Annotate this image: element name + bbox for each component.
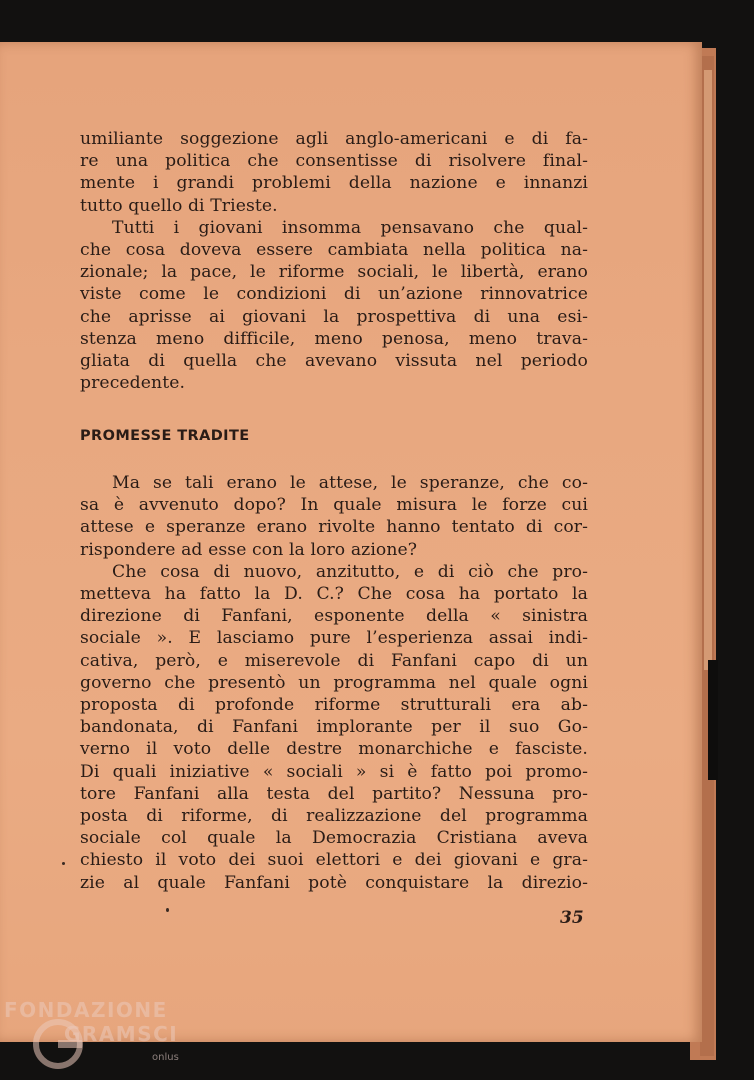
text-line: posta di riforme, di realizzazione del programma: [80, 806, 588, 827]
text-line: che aprisse ai giovani la prospettiva di una esi-: [80, 306, 588, 327]
section-heading: PROMESSE TRADITE: [80, 428, 250, 444]
paper-speck: [166, 908, 169, 912]
book-page: [0, 42, 702, 1042]
text-line: precedente.: [80, 373, 186, 394]
paragraph-1: [80, 128, 588, 217]
watermark-line-1: FONDAZIONE: [4, 998, 168, 1022]
text-line: Tutti i giovani insomma pensavano che qual-: [112, 217, 588, 238]
paragraph-2: [80, 217, 588, 395]
page-edge-notch: [708, 660, 718, 780]
text-line: sociale ». E lasciamo pure l’esperienza assai indi-: [80, 628, 588, 649]
text-line: rispondere ad esse con la loro azione?: [80, 539, 418, 560]
text-line: Di quali iniziative « sociali » si è fatto poi promo-: [80, 761, 588, 782]
page-number: 35: [560, 908, 584, 928]
text-line: metteva ha fatto la D. C.? Che cosa ha portato la: [80, 584, 588, 605]
text-line: verno il voto delle destre monarchiche e fasciste.: [80, 739, 588, 760]
text-line: che cosa doveva essere cambiata nella politica na-: [80, 240, 588, 261]
text-line: direzione di Fanfani, esponente della « sinistra: [80, 606, 588, 627]
text-line: mente i grandi problemi della nazione e innanzi: [80, 173, 588, 194]
text-line: viste come le condizioni di un’azione rinnovatrice: [80, 284, 588, 305]
text-line: bandonata, di Fanfani implorante per il suo Go-: [80, 717, 588, 738]
text-line: governo che presentò un programma nel quale ogni: [80, 672, 588, 693]
text-line: attese e speranze erano rivolte hanno tentato di cor-: [80, 517, 588, 538]
text-line: stenza meno difficile, meno penosa, meno trava-: [80, 328, 588, 349]
text-line: proposta di profonde riforme strutturali era ab-: [80, 695, 588, 716]
text-line: re una politica che consentisse di risolvere final-: [80, 151, 588, 172]
paper-speck: [62, 862, 65, 865]
text-line: tutto quello di Trieste.: [80, 195, 278, 216]
watermark-sub: onlus: [152, 1052, 179, 1063]
text-line: sociale col quale la Democrazia Cristiana aveva: [80, 828, 588, 849]
text-line: cativa, però, e miserevole di Fanfani capo di un: [80, 650, 588, 671]
text-line: umiliante soggezione agli anglo-americani e di fa-: [80, 129, 588, 149]
text-line: chiesto il voto dei suoi elettori e dei giovani e gra-: [80, 850, 588, 871]
paragraph-3: [80, 472, 588, 561]
text-line: Ma se tali erano le attese, le speranze, che co-: [112, 473, 588, 493]
watermark: [4, 996, 204, 1080]
text-block-upper: [80, 128, 588, 394]
watermark-line-2: GRAMSCI: [64, 1022, 179, 1046]
text-line: zionale; la pace, le riforme sociali, le libertà, erano: [80, 262, 588, 283]
text-line: Che cosa di nuovo, anzitutto, e di ciò che pro-: [112, 561, 588, 582]
text-line: gliata di quella che avevano vissuta nel periodo: [80, 351, 588, 372]
text-block-lower: [80, 442, 588, 894]
text-line: sa è avvenuto dopo? In quale misura le forze cui: [80, 495, 588, 516]
text-line: tore Fanfani alla testa del partito? Nessuna pro-: [80, 783, 588, 804]
paragraph-4: [80, 561, 588, 894]
page-stack-edge-light: [704, 70, 712, 670]
text-line: zie al quale Fanfani potè conquistare la direzio-: [80, 872, 588, 893]
